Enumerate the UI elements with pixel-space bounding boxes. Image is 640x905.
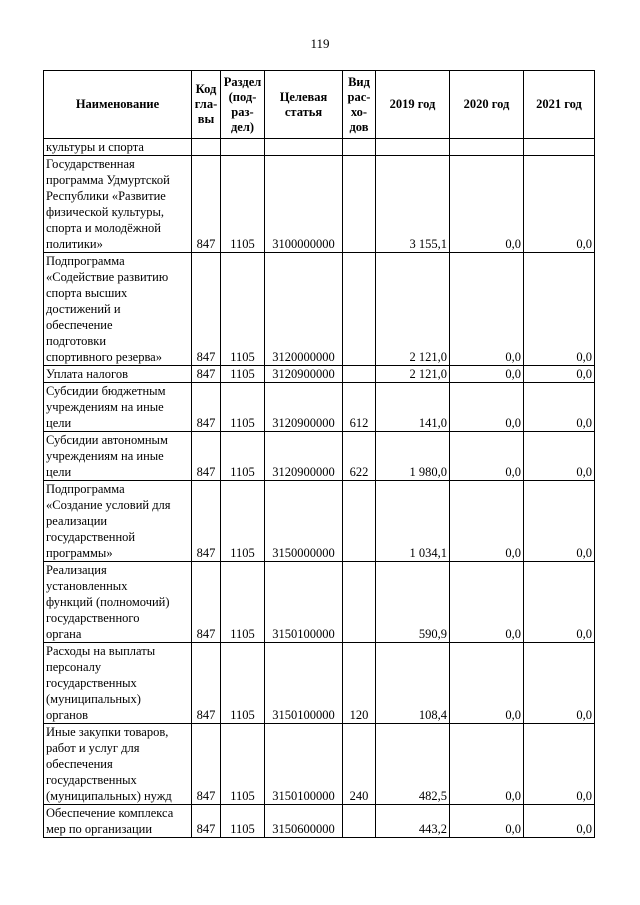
- cell-code: 847: [192, 383, 221, 432]
- cell-section: 1105: [221, 156, 265, 253]
- cell-expense: 622: [343, 432, 376, 481]
- table-row: [44, 383, 595, 432]
- cell-y2021: 0,0: [524, 383, 595, 432]
- cell-section: 1105: [221, 432, 265, 481]
- table-row: [44, 481, 595, 562]
- table-row: [44, 643, 595, 724]
- cell-section: 1105: [221, 805, 265, 838]
- cell-y2021: 0,0: [524, 805, 595, 838]
- cell-name: Подпрограмма «Создание условий для реализации государственной программы»: [44, 481, 192, 562]
- cell-section: [221, 139, 265, 156]
- header-2021: 2021 год: [524, 71, 595, 139]
- cell-name: Обеспечение комплекса мер по организации: [44, 805, 192, 838]
- cell-name: Субсидии автономным учреждениям на иные цели: [44, 432, 192, 481]
- cell-y2020: 0,0: [450, 432, 524, 481]
- cell-name: культуры и спорта: [44, 139, 192, 156]
- table-row: [44, 805, 595, 838]
- cell-section: 1105: [221, 366, 265, 383]
- cell-name: Иные закупки товаров, работ и услуг для обеспечения государственных (муниципальных) нужд: [44, 724, 192, 805]
- cell-expense: [343, 562, 376, 643]
- cell-name: Уплата налогов: [44, 366, 192, 383]
- cell-code: 847: [192, 805, 221, 838]
- cell-y2019: 590,9: [376, 562, 450, 643]
- cell-y2019: 1 980,0: [376, 432, 450, 481]
- cell-y2019: [376, 139, 450, 156]
- header-article: Целевая статья: [265, 71, 343, 139]
- cell-y2019: 2 121,0: [376, 366, 450, 383]
- cell-y2019: 1 034,1: [376, 481, 450, 562]
- header-2020: 2020 год: [450, 71, 524, 139]
- header-row: [44, 71, 595, 139]
- cell-expense: [343, 139, 376, 156]
- cell-article: 3150000000: [265, 481, 343, 562]
- cell-section: 1105: [221, 724, 265, 805]
- cell-y2021: 0,0: [524, 562, 595, 643]
- cell-y2020: 0,0: [450, 643, 524, 724]
- cell-article: 3100000000: [265, 156, 343, 253]
- header-name: Наименование: [44, 71, 192, 139]
- cell-section: 1105: [221, 253, 265, 366]
- cell-y2021: 0,0: [524, 366, 595, 383]
- table-row: [44, 724, 595, 805]
- cell-name: Подпрограмма «Содействие развитию спорта высших достижений и обеспечение подготовки спортивного резерва»: [44, 253, 192, 366]
- cell-article: 3120900000: [265, 366, 343, 383]
- cell-y2020: 0,0: [450, 562, 524, 643]
- header-expense: Вид рас- хо- дов: [343, 71, 376, 139]
- cell-y2019: 3 155,1: [376, 156, 450, 253]
- cell-name: Государственная программа Удмуртской Республики «Развитие физической культуры, спорта и молодёжной политики»: [44, 156, 192, 253]
- cell-code: 847: [192, 643, 221, 724]
- cell-section: 1105: [221, 562, 265, 643]
- cell-code: 847: [192, 366, 221, 383]
- header-code: Код гла- вы: [192, 71, 221, 139]
- cell-article: 3150100000: [265, 562, 343, 643]
- cell-code: 847: [192, 724, 221, 805]
- cell-y2021: 0,0: [524, 156, 595, 253]
- cell-name: Расходы на выплаты персоналу государственных (муниципальных) органов: [44, 643, 192, 724]
- table-row: [44, 156, 595, 253]
- cell-y2019: 141,0: [376, 383, 450, 432]
- cell-code: 847: [192, 562, 221, 643]
- cell-name: Реализация установленных функций (полномочий) государственного органа: [44, 562, 192, 643]
- cell-section: 1105: [221, 643, 265, 724]
- cell-expense: 120: [343, 643, 376, 724]
- cell-article: 3120000000: [265, 253, 343, 366]
- cell-article: 3120900000: [265, 383, 343, 432]
- cell-expense: [343, 481, 376, 562]
- cell-section: 1105: [221, 383, 265, 432]
- cell-expense: [343, 366, 376, 383]
- cell-y2020: [450, 139, 524, 156]
- cell-y2020: 0,0: [450, 156, 524, 253]
- cell-expense: [343, 253, 376, 366]
- cell-y2019: 443,2: [376, 805, 450, 838]
- budget-table: [43, 70, 595, 838]
- table-row: [44, 366, 595, 383]
- cell-y2020: 0,0: [450, 724, 524, 805]
- cell-article: 3120900000: [265, 432, 343, 481]
- cell-article: 3150100000: [265, 724, 343, 805]
- cell-expense: [343, 156, 376, 253]
- cell-code: 847: [192, 156, 221, 253]
- cell-code: 847: [192, 481, 221, 562]
- header-2019: 2019 год: [376, 71, 450, 139]
- cell-code: [192, 139, 221, 156]
- cell-expense: 240: [343, 724, 376, 805]
- cell-y2019: 108,4: [376, 643, 450, 724]
- cell-y2019: 482,5: [376, 724, 450, 805]
- table-row: [44, 139, 595, 156]
- cell-article: 3150100000: [265, 643, 343, 724]
- cell-section: 1105: [221, 481, 265, 562]
- cell-article: [265, 139, 343, 156]
- cell-y2020: 0,0: [450, 481, 524, 562]
- table-row: [44, 253, 595, 366]
- cell-y2021: [524, 139, 595, 156]
- cell-y2021: 0,0: [524, 432, 595, 481]
- page-number: 119: [310, 36, 330, 51]
- cell-y2021: 0,0: [524, 481, 595, 562]
- cell-code: 847: [192, 253, 221, 366]
- cell-expense: [343, 805, 376, 838]
- cell-y2020: 0,0: [450, 805, 524, 838]
- cell-y2020: 0,0: [450, 253, 524, 366]
- cell-name: Субсидии бюджетным учреждениям на иные цели: [44, 383, 192, 432]
- cell-expense: 612: [343, 383, 376, 432]
- cell-article: 3150600000: [265, 805, 343, 838]
- cell-y2020: 0,0: [450, 366, 524, 383]
- header-section: Раздел (под- раз- дел): [221, 71, 265, 139]
- cell-y2021: 0,0: [524, 724, 595, 805]
- cell-y2020: 0,0: [450, 383, 524, 432]
- table-row: [44, 562, 595, 643]
- cell-code: 847: [192, 432, 221, 481]
- cell-y2019: 2 121,0: [376, 253, 450, 366]
- cell-y2021: 0,0: [524, 643, 595, 724]
- cell-y2021: 0,0: [524, 253, 595, 366]
- table-row: [44, 432, 595, 481]
